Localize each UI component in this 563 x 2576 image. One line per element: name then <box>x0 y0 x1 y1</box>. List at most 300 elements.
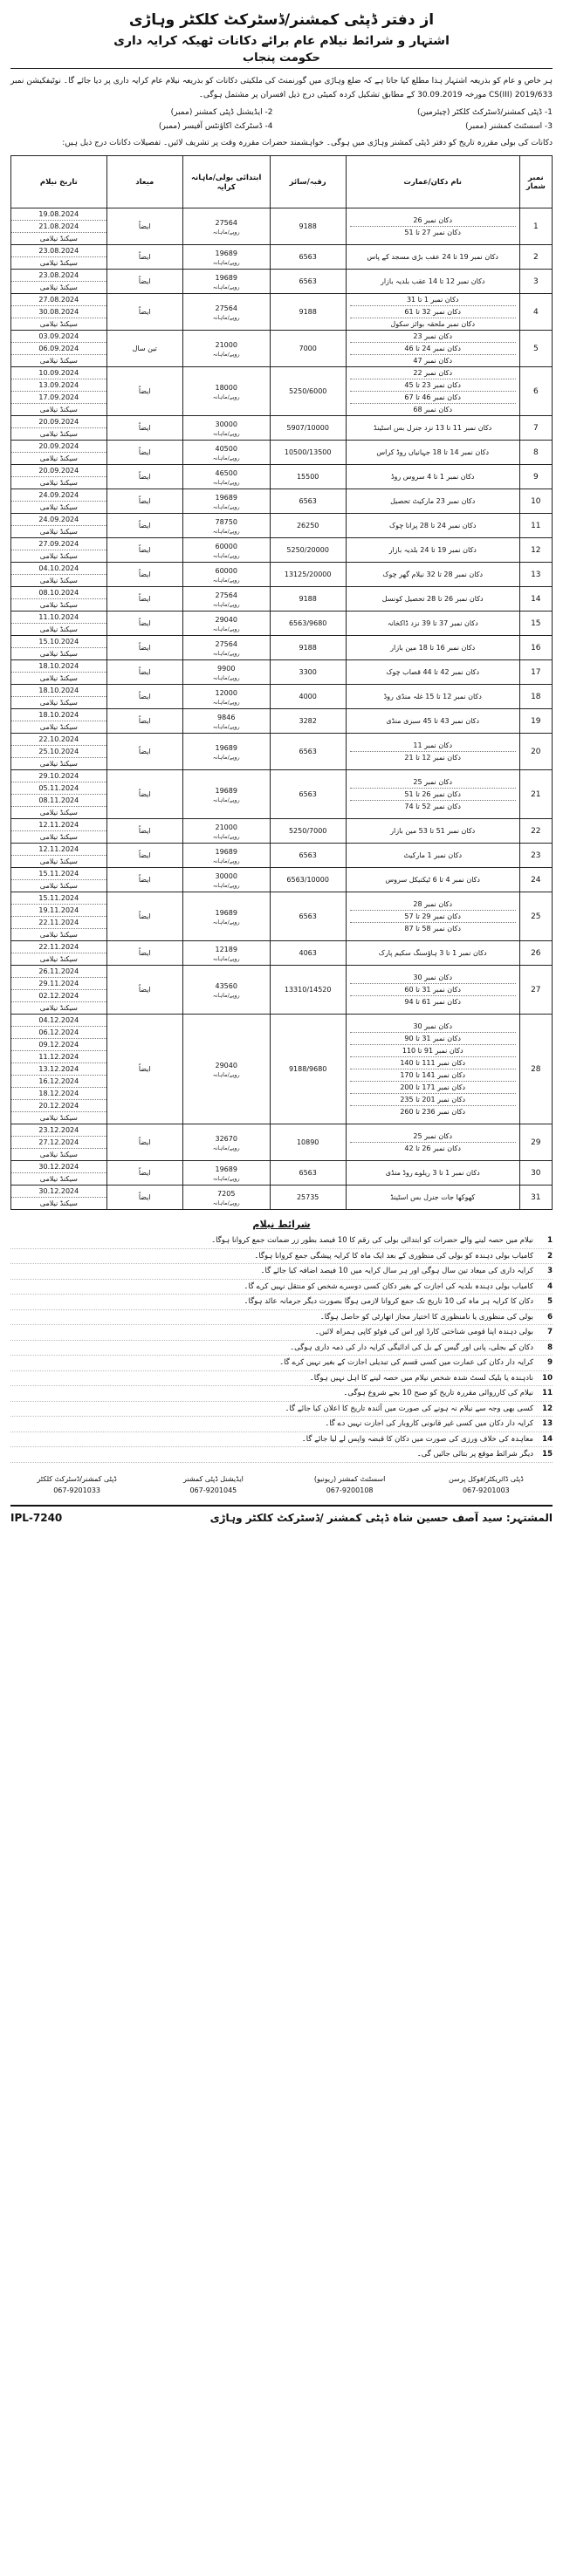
date-cell <box>11 685 107 709</box>
col-size: رقبہ/سائز <box>270 156 346 208</box>
shop-name-cell <box>346 587 519 612</box>
shop-name: دکان نمبر 52 تا 74 <box>350 800 516 812</box>
serial-cell: 24 <box>519 868 552 892</box>
serial-cell: 6 <box>519 367 552 416</box>
shop-name: کھوکھا جات جنرل بس اسٹینڈ <box>390 1193 476 1201</box>
auction-date: 13.12.2024 <box>11 1063 106 1075</box>
period-cell: ایضاً <box>106 1161 182 1186</box>
shop-name: دکان نمبر 26 تا 42 <box>350 1142 516 1154</box>
auction-date: سیکنڈ نیلامی <box>11 855 106 867</box>
size-cell: 13310/14520 <box>270 966 346 1015</box>
bid-cell <box>182 892 270 941</box>
size-cell: 6563/10000 <box>270 868 346 892</box>
period-cell: ایضاً <box>106 538 182 563</box>
intro-paragraph: ہر خاص و عام کو بذریعہ اشتہار ہذا مطلع کیا جاتا ہے کہ ضلع وہاڑی میں گورنمنٹ کی ملکیتی دکانات کو بذریعہ نیلام عام کرایہ داری پر دیا جائے گا۔ نوٹیفکیشن نمبر 2019/633 CS(III) مورخہ 30.09.2019 کے مطابق تشکیل کردہ کمیٹی درج ذیل افسران پر مشتمل ہوگی۔ <box>10 77 553 99</box>
bid-unit: روپے/ماہانہ <box>212 1175 240 1182</box>
shop-name-cell <box>346 367 519 416</box>
bid-amount: 21000 <box>215 823 237 831</box>
bid-unit: روپے/ماہانہ <box>212 992 240 999</box>
table-row <box>11 1161 553 1186</box>
auction-date: 27.09.2024 <box>38 540 79 548</box>
date-cell <box>11 208 107 245</box>
auction-date: 24.09.2024 <box>38 491 79 499</box>
bid-cell <box>182 587 270 612</box>
auction-date: سیکنڈ نیلامی <box>11 830 106 843</box>
term-text: دکان کے بجلی، پانی اور گیس کے بل کی ادائیگی کرایہ دار کی ذمہ داری ہوگی۔ <box>290 1343 533 1352</box>
period-cell: ایضاً <box>106 844 182 868</box>
table-row <box>11 489 553 514</box>
bid-amount: 19689 <box>215 1165 237 1173</box>
shop-name: دکان نمبر 27 تا 51 <box>350 226 516 238</box>
bid-cell <box>182 941 270 966</box>
committee-members <box>10 106 553 133</box>
shop-name-cell <box>346 514 519 538</box>
period-cell: ایضاً <box>106 941 182 966</box>
auction-date: 26.11.2024 <box>38 967 79 975</box>
auction-date: 05.11.2024 <box>11 782 106 794</box>
bid-amount: 29040 <box>215 1062 237 1069</box>
term-text: کامیاب بولی دہندہ کو بولی کی منظوری کے بعد ایک ماہ کا کرایہ پیشگی جمع کروانا ہوگا۔ <box>254 1251 533 1261</box>
shop-name-cell <box>346 1124 519 1161</box>
term-text: کرایہ دار دکان کی عمارت میں کسی قسم کی تبدیلی اجازت کے بغیر نہیں کرے گا۔ <box>279 1358 533 1367</box>
date-cell <box>11 538 107 563</box>
shop-name-cell <box>346 892 519 941</box>
bid-amount: 19689 <box>215 274 237 282</box>
period-cell: ایضاً <box>106 709 182 734</box>
term-item <box>10 1447 553 1463</box>
table-row <box>11 587 553 612</box>
period-cell: ایضاً <box>106 514 182 538</box>
bid-unit: روپے/ماہانہ <box>212 1145 240 1151</box>
size-cell: 6563 <box>270 489 346 514</box>
size-cell: 6563 <box>270 844 346 868</box>
auction-date: سیکنڈ نیلامی <box>11 1001 106 1014</box>
size-cell: 5907/10000 <box>270 416 346 441</box>
size-cell: 9188 <box>270 208 346 245</box>
auction-date: 23.08.2024 <box>38 271 79 279</box>
period-cell: ایضاً <box>106 245 182 270</box>
shop-name: دکان نمبر 19 تا 24 عقب بڑی مسجد کے پاس <box>367 253 498 261</box>
date-cell <box>11 941 107 966</box>
size-cell: 15500 <box>270 465 346 489</box>
shop-name: دکان نمبر 28 <box>413 900 453 908</box>
size-cell: 5250/20000 <box>270 538 346 563</box>
bid-cell <box>182 294 270 331</box>
period-cell: ایضاً <box>106 489 182 514</box>
bid-cell <box>182 966 270 1015</box>
terms-title: شرائط نیلام <box>252 1219 311 1230</box>
auction-date: 15.11.2024 <box>38 870 79 878</box>
auction-date: سیکنڈ نیلامی <box>11 1172 106 1185</box>
date-cell <box>11 660 107 685</box>
serial-cell: 10 <box>519 489 552 514</box>
bid-cell <box>182 685 270 709</box>
period-cell: ایضاً <box>106 441 182 465</box>
term-number: 14 <box>542 1434 553 1444</box>
shop-name: دکان نمبر 31 تا 90 <box>350 1032 516 1044</box>
table-row <box>11 270 553 294</box>
shop-name-cell <box>346 844 519 868</box>
table-row <box>11 844 553 868</box>
bid-amount: 30000 <box>215 872 237 880</box>
size-cell: 9188 <box>270 587 346 612</box>
auction-date: سیکنڈ نیلامی <box>11 1197 106 1209</box>
shop-name: دکان نمبر 30 <box>413 1022 453 1030</box>
term-number: 5 <box>547 1297 553 1306</box>
date-cell <box>11 331 107 367</box>
serial-cell: 14 <box>519 587 552 612</box>
bid-unit: روپے/ماہانہ <box>212 754 240 761</box>
shop-name: دکان نمبر 14 تا 18 جہانیاں روڈ کراس <box>376 448 490 456</box>
table-row <box>11 1186 553 1210</box>
term-number: 2 <box>547 1251 553 1261</box>
table-row <box>11 514 553 538</box>
period-cell: ایضاً <box>106 270 182 294</box>
size-cell: 6563 <box>270 770 346 819</box>
bid-unit: روپے/ماہانہ <box>212 284 240 290</box>
date-cell <box>11 709 107 734</box>
auction-date: 27.12.2024 <box>11 1136 106 1148</box>
shop-name: دکان نمبر 1 مارکیٹ <box>403 851 463 859</box>
shop-name: دکان نمبر 25 <box>413 778 453 786</box>
shop-name: دکان نمبر 141 تا 170 <box>350 1069 516 1081</box>
bid-cell <box>182 1015 270 1124</box>
serial-cell: 13 <box>519 563 552 587</box>
auction-date: 15.10.2024 <box>38 638 79 646</box>
contact-item: ڈپٹی ڈائریکٹر/فوکل پرسن 067-9201003 <box>448 1474 524 1494</box>
term-number: 1 <box>547 1236 553 1245</box>
bid-amount: 60000 <box>215 543 237 550</box>
term-item <box>10 1233 553 1249</box>
bid-amount: 19689 <box>215 787 237 795</box>
table-row <box>11 734 553 770</box>
bid-cell <box>182 1186 270 1210</box>
term-item <box>10 1280 553 1295</box>
shop-name: دکان نمبر 29 تا 57 <box>350 910 516 922</box>
shop-name: دکان نمبر 47 <box>350 354 516 366</box>
serial-cell: 12 <box>519 538 552 563</box>
auction-date: سیکنڈ نیلامی <box>11 354 106 366</box>
shop-name: دکان نمبر 26 <box>413 216 453 224</box>
auction-date: 18.12.2024 <box>11 1087 106 1099</box>
table-row <box>11 367 553 416</box>
shop-name: دکان نمبر 1 تا 4 سروس روڈ <box>390 473 475 481</box>
bid-amount: 30000 <box>215 420 237 428</box>
size-cell: 9188 <box>270 636 346 660</box>
shop-name: دکان نمبر 24 تا 46 <box>350 342 516 354</box>
footer <box>10 1505 553 1524</box>
date-cell <box>11 636 107 660</box>
size-cell: 10500/13500 <box>270 441 346 465</box>
term-item <box>10 1371 553 1387</box>
shop-name-cell <box>346 770 519 819</box>
shop-name-cell <box>346 636 519 660</box>
shop-name: دکان نمبر 11 تا 13 نزد جنرل بس اسٹینڈ <box>374 424 492 432</box>
size-cell: 6563 <box>270 734 346 770</box>
auction-date: سیکنڈ نیلامی <box>11 232 106 244</box>
period-cell: ایضاً <box>106 660 182 685</box>
shop-name: دکان نمبر 31 تا 60 <box>350 983 516 995</box>
bid-unit: روپے/ماہانہ <box>212 858 240 864</box>
auction-date: 20.09.2024 <box>38 418 79 426</box>
serial-cell: 26 <box>519 941 552 966</box>
government-name: حکومت پنجاب <box>10 51 553 69</box>
shop-name: دکان نمبر 1 تا 3 ہاؤسنگ سکیم پارک <box>378 949 487 957</box>
date-cell <box>11 563 107 587</box>
table-row <box>11 941 553 966</box>
term-item <box>10 1325 553 1341</box>
shop-name: دکان نمبر 171 تا 200 <box>350 1081 516 1093</box>
shop-name: دکان نمبر ملحقہ بوائز سکول <box>350 318 516 330</box>
serial-cell: 28 <box>519 1015 552 1124</box>
auction-date: 04.12.2024 <box>38 1016 79 1024</box>
shop-name: دکان نمبر 24 تا 28 پرانا چوک <box>388 522 477 530</box>
auction-date: 06.12.2024 <box>11 1026 106 1038</box>
auction-date: 13.09.2024 <box>11 379 106 391</box>
table-row <box>11 1124 553 1161</box>
serial-cell: 31 <box>519 1186 552 1210</box>
shop-name: دکان نمبر 30 <box>413 974 453 981</box>
auction-date: 06.09.2024 <box>11 342 106 354</box>
col-serial: نمبر شمار <box>519 156 552 208</box>
date-cell <box>11 868 107 892</box>
date-cell <box>11 441 107 465</box>
serial-cell: 8 <box>519 441 552 465</box>
size-cell: 4063 <box>270 941 346 966</box>
bid-unit: روپے/ماہانہ <box>212 393 240 400</box>
period-cell: ایضاً <box>106 1124 182 1161</box>
bid-cell <box>182 367 270 416</box>
shop-name-cell <box>346 331 519 367</box>
auction-date: سیکنڈ نیلامی <box>11 647 106 659</box>
bid-unit: روپے/ماہانہ <box>212 259 240 266</box>
term-number: 11 <box>542 1389 553 1397</box>
date-cell <box>11 587 107 612</box>
auction-date: 19.08.2024 <box>38 210 79 218</box>
table-header-row <box>11 156 553 208</box>
size-cell: 6563 <box>270 270 346 294</box>
date-cell <box>11 294 107 331</box>
period-cell: ایضاً <box>106 294 182 331</box>
serial-cell: 15 <box>519 612 552 636</box>
bid-amount: 21000 <box>215 341 237 349</box>
period-cell: ایضاً <box>106 612 182 636</box>
auction-date: 20.12.2024 <box>11 1099 106 1111</box>
auction-date: 18.10.2024 <box>38 687 79 694</box>
bid-unit: روپے/ماہانہ <box>212 625 240 632</box>
shop-name-cell <box>346 868 519 892</box>
term-item <box>10 1386 553 1402</box>
auction-date: سیکنڈ نیلامی <box>11 757 106 769</box>
table-row <box>11 636 553 660</box>
bid-unit: روپے/ماہانہ <box>212 577 240 584</box>
shop-name-cell <box>346 270 519 294</box>
term-number: 10 <box>542 1373 553 1383</box>
auction-date: 15.11.2024 <box>38 894 79 902</box>
auction-date: 22.11.2024 <box>11 916 106 928</box>
auction-date: 22.10.2024 <box>38 735 79 743</box>
shop-name-cell <box>346 465 519 489</box>
auction-date: 21.08.2024 <box>11 220 106 232</box>
period-cell: ایضاً <box>106 587 182 612</box>
term-item <box>10 1295 553 1310</box>
bid-amount: 27564 <box>215 304 237 312</box>
shop-name: دکان نمبر 26 تا 28 تحصیل کونسل <box>381 595 484 603</box>
shop-name: دکان نمبر 236 تا 260 <box>350 1105 516 1117</box>
period-cell: ایضاً <box>106 563 182 587</box>
period-cell: ایضاً <box>106 685 182 709</box>
term-item <box>10 1417 553 1432</box>
auction-date: 20.09.2024 <box>38 467 79 475</box>
committee-member: 1- ڈپٹی کمشنر/ڈسٹرکٹ کلکٹر (چیئرمین) <box>416 108 553 117</box>
date-cell <box>11 416 107 441</box>
term-text: بولی کی منظوری یا نامنظوری کا اختیار مجاز اتھارٹی کو حاصل ہوگا۔ <box>319 1312 533 1322</box>
bid-unit: روپے/ماہانہ <box>212 882 240 889</box>
serial-cell: 27 <box>519 966 552 1015</box>
size-cell: 6563 <box>270 245 346 270</box>
bid-unit: روپے/ماہانہ <box>212 552 240 559</box>
shop-name: دکان نمبر 91 تا 110 <box>350 1044 516 1056</box>
auction-date: سیکنڈ نیلامی <box>11 598 106 611</box>
notice-title: اشتہار و شرائط نیلام عام برائے دکانات ٹھیکہ کرایہ داری <box>113 34 450 48</box>
term-number: 4 <box>547 1281 553 1291</box>
bid-unit: روپے/ماہانہ <box>212 1071 240 1078</box>
auction-date: 12.11.2024 <box>38 845 79 853</box>
date-cell <box>11 1124 107 1161</box>
date-cell <box>11 892 107 941</box>
period-cell: ایضاً <box>106 868 182 892</box>
period-cell: ایضاً <box>106 465 182 489</box>
term-item <box>10 1402 553 1418</box>
bid-amount: 60000 <box>215 567 237 575</box>
shop-name: دکان نمبر 19 تا 24 بلدیہ بازار <box>388 546 477 554</box>
auction-date: سیکنڈ نیلامی <box>11 256 106 269</box>
term-item <box>10 1356 553 1371</box>
term-item <box>10 1310 553 1326</box>
shop-name: دکان نمبر 23 مارکیٹ تحصیل <box>390 497 476 505</box>
auction-date: 18.10.2024 <box>38 662 79 670</box>
bid-amount: 29040 <box>215 616 237 624</box>
office-title: از دفتر ڈپٹی کمشنر/ڈسٹرکٹ کلکٹر وہاڑی <box>128 11 435 29</box>
auction-date: 08.11.2024 <box>11 794 106 806</box>
term-text: کسی بھی وجہ سے نیلام نہ ہونے کی صورت میں آئندہ تاریخ کا اعلان کیا جائے گا۔ <box>285 1404 533 1413</box>
bid-amount: 78750 <box>215 518 237 526</box>
auction-date: سیکنڈ نیلامی <box>11 623 106 635</box>
table-row <box>11 331 553 367</box>
table-row <box>11 770 553 819</box>
bid-cell <box>182 844 270 868</box>
date-cell <box>11 1186 107 1210</box>
table-row <box>11 465 553 489</box>
auction-date: سیکنڈ نیلامی <box>11 1148 106 1160</box>
shop-name: دکان نمبر 58 تا 87 <box>350 922 516 934</box>
serial-cell: 20 <box>519 734 552 770</box>
bid-amount: 9846 <box>217 714 236 721</box>
shop-name: دکان نمبر 16 تا 18 مین بازار <box>390 644 476 652</box>
committee-member: 3- اسسٹنٹ کمشنر (ممبر) <box>465 122 553 131</box>
bid-amount: 27564 <box>215 591 237 599</box>
table-row <box>11 660 553 685</box>
col-period: میعاد <box>106 156 182 208</box>
bid-amount: 19689 <box>215 848 237 856</box>
date-cell <box>11 270 107 294</box>
period-cell: ایضاً <box>106 770 182 819</box>
serial-cell: 16 <box>519 636 552 660</box>
size-cell: 7000 <box>270 331 346 367</box>
size-cell: 25735 <box>270 1186 346 1210</box>
table-row <box>11 709 553 734</box>
bid-unit: روپے/ماہانہ <box>212 919 240 926</box>
auction-date: 27.08.2024 <box>38 296 79 304</box>
serial-cell: 1 <box>519 208 552 245</box>
bid-amount: 40500 <box>215 445 237 453</box>
bid-unit: روپے/ماہانہ <box>212 955 240 962</box>
bid-cell <box>182 868 270 892</box>
col-date: تاریخ نیلام <box>11 156 107 208</box>
bid-cell <box>182 709 270 734</box>
auction-date: 19.11.2024 <box>11 904 106 916</box>
contact-item: اسسٹنٹ کمشنر (ریونیو) 067-9200108 <box>313 1474 386 1494</box>
size-cell: 9188/9680 <box>270 1015 346 1124</box>
size-cell: 6563 <box>270 1161 346 1186</box>
shop-name: دکان نمبر 1 تا 3 ریلوے روڈ منڈی <box>385 1169 480 1177</box>
committee-member: 2- ایڈیشنل ڈپٹی کمشنر (ممبر) <box>170 108 273 117</box>
period-cell: ایضاً <box>106 416 182 441</box>
terms-list <box>10 1233 553 1463</box>
bid-unit: روپے/ماہانہ <box>212 699 240 706</box>
shop-name-cell <box>346 1161 519 1186</box>
period-cell: ایضاً <box>106 892 182 941</box>
term-number: 3 <box>547 1267 553 1275</box>
term-text: کرایہ داری کی میعاد تین سال ہوگی اور ہر سال کرایہ میں 10 فیصد اضافہ کیا جائے گا۔ <box>260 1267 533 1275</box>
bid-cell <box>182 441 270 465</box>
term-number: 15 <box>542 1450 553 1459</box>
bid-cell <box>182 636 270 660</box>
shop-name-cell <box>346 660 519 685</box>
auction-date: 23.12.2024 <box>38 1126 79 1134</box>
auction-date: 10.09.2024 <box>38 369 79 377</box>
term-text: نادہندہ یا بلیک لسٹ شدہ شخص نیلام میں حصہ لینے کا اہل نہیں ہوگا۔ <box>309 1373 533 1383</box>
bid-unit: روپے/ماہانہ <box>212 479 240 486</box>
auction-date: 30.12.2024 <box>38 1187 79 1195</box>
auction-date: سیکنڈ نیلامی <box>11 318 106 330</box>
serial-cell: 29 <box>519 1124 552 1161</box>
size-cell: 4000 <box>270 685 346 709</box>
period-cell: ایضاً <box>106 819 182 844</box>
term-item <box>10 1264 553 1280</box>
bid-amount: 19689 <box>215 249 237 257</box>
auction-date: 11.12.2024 <box>11 1050 106 1063</box>
size-cell: 9188 <box>270 294 346 331</box>
bid-cell <box>182 245 270 270</box>
bid-amount: 19689 <box>215 494 237 502</box>
term-text: کرایہ دار دکان میں کسی غیر قانونی کاروبار کی اجازت نہیں دے گا۔ <box>325 1419 533 1428</box>
shop-name-cell <box>346 941 519 966</box>
shop-name-cell <box>346 1015 519 1124</box>
term-number: 8 <box>547 1343 553 1352</box>
date-cell <box>11 1015 107 1124</box>
bid-unit: روپے/ماہانہ <box>212 430 240 437</box>
auction-date: 09.12.2024 <box>11 1038 106 1050</box>
period-cell: ایضاً <box>106 1015 182 1124</box>
shop-name: دکان نمبر 43 تا 45 سبزی منڈی <box>386 717 480 725</box>
auction-date: 29.11.2024 <box>11 977 106 989</box>
shop-name-cell <box>346 734 519 770</box>
auction-date: 22.11.2024 <box>38 943 79 951</box>
shop-name: دکان نمبر 68 <box>350 403 516 415</box>
serial-cell: 3 <box>519 270 552 294</box>
date-cell <box>11 734 107 770</box>
